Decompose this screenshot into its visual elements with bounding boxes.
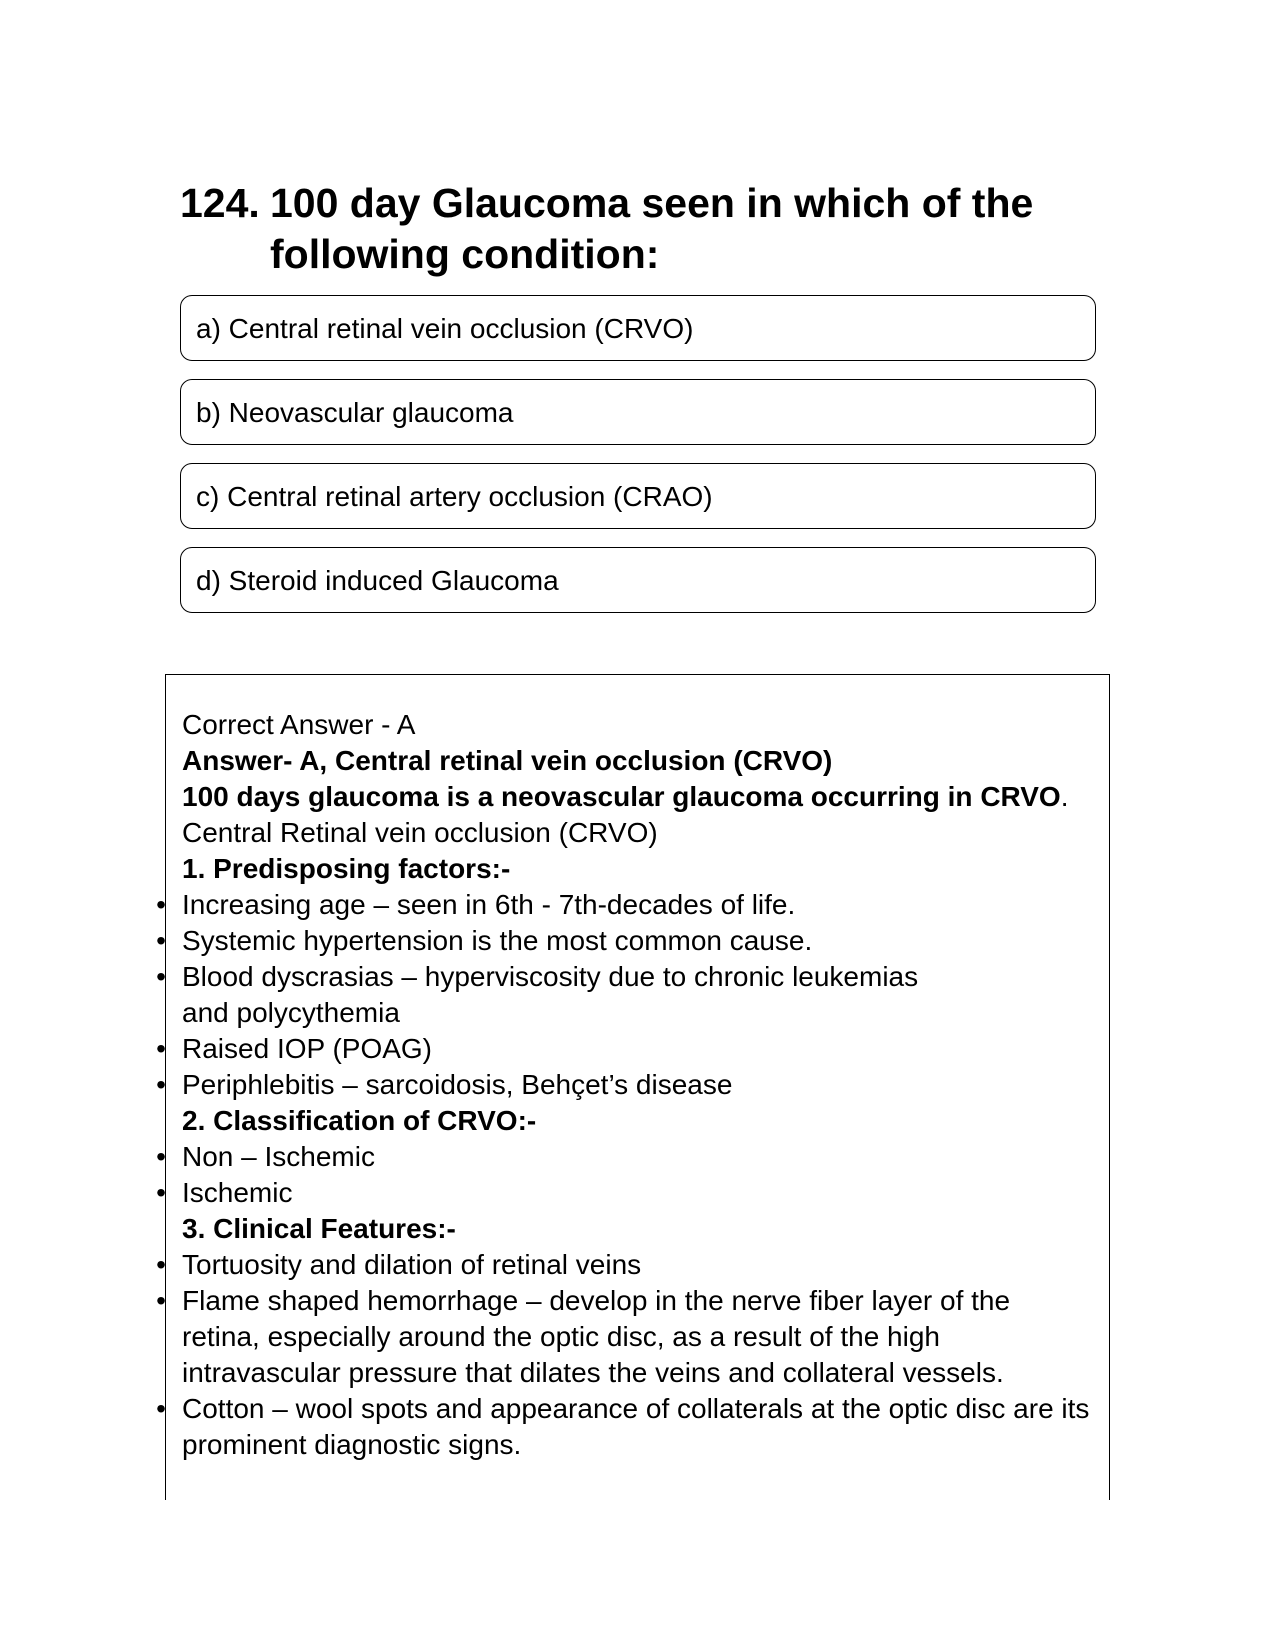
section-heading-clinical-features: 3. Clinical Features:- [182, 1213, 456, 1244]
correct-answer-line: Correct Answer - A [182, 709, 416, 740]
explanation-end: . [1060, 781, 1069, 812]
bullet-icon: • [156, 925, 166, 956]
option-a[interactable]: a) Central retinal vein occlusion (CRVO) [180, 295, 1096, 361]
topic-line: Central Retinal vein occlusion (CRVO) [182, 817, 658, 848]
list-item [156, 1283, 1092, 1391]
option-d[interactable]: d) Steroid induced Glaucoma [180, 547, 1096, 613]
list-item [156, 923, 1092, 959]
bullet-icon: • [156, 1033, 166, 1064]
bullet-icon: • [156, 889, 166, 920]
list-item [156, 1067, 1092, 1103]
question-heading [180, 178, 1080, 280]
list-item [156, 1391, 1092, 1463]
answer-content [156, 707, 1092, 1463]
list-item [156, 1247, 1092, 1283]
list-item-text: Non – Ischemic [182, 1141, 375, 1172]
question-number: 124. [180, 180, 260, 226]
list-item-text: Flame shaped hemorrhage – develop in the nerve fiber layer of the retina, especially around the optic disc, as a result of the high intravascular pressure that dilates the veins and collateral vessels. [182, 1285, 1011, 1388]
answer-line: Answer- A, Central retinal vein occlusion (CRVO) [182, 745, 833, 776]
explanation-line [182, 779, 1092, 815]
bullet-icon: • [156, 1177, 166, 1208]
list-item-text: Systemic hypertension is the most common cause. [182, 925, 813, 956]
list-item [156, 1139, 1092, 1175]
list-item [156, 959, 962, 1031]
list-item [156, 887, 1092, 923]
list-item-text: Increasing age – seen in 6th - 7th-decades of life. [182, 889, 796, 920]
section-heading-classification: 2. Classification of CRVO:- [182, 1105, 537, 1136]
list-item-text: Blood dyscrasias – hyperviscosity due to chronic leukemias and polycythemia [182, 961, 919, 1028]
bullet-icon: • [156, 1393, 166, 1424]
list-item-text: Ischemic [182, 1177, 293, 1208]
bullet-icon: • [156, 961, 166, 992]
list-item-text: Tortuosity and dilation of retinal veins [182, 1249, 642, 1280]
section-heading-predisposing: 1. Predisposing factors:- [182, 853, 511, 884]
option-c[interactable]: c) Central retinal artery occlusion (CRAO) [180, 463, 1096, 529]
list-item-text: Raised IOP (POAG) [182, 1033, 433, 1064]
list-item-text: Cotton – wool spots and appearance of collaterals at the optic disc are its prominent diagnostic signs. [182, 1393, 1090, 1460]
question-text: 100 day Glaucoma seen in which of the following condition: [270, 180, 1034, 277]
bullet-icon: • [156, 1141, 166, 1172]
bullet-icon: • [156, 1285, 166, 1316]
list-item [156, 1031, 1092, 1067]
list-item [156, 1175, 1092, 1211]
bullet-icon: • [156, 1069, 166, 1100]
list-item-text: Periphlebitis – sarcoidosis, Behçet’s disease [182, 1069, 733, 1100]
answer-explanation-box [156, 674, 1110, 1500]
explanation-bold: 100 days glaucoma is a neovascular glaucoma occurring in CRVO [182, 781, 1061, 812]
bullet-icon: • [156, 1249, 166, 1280]
option-b[interactable]: b) Neovascular glaucoma [180, 379, 1096, 445]
